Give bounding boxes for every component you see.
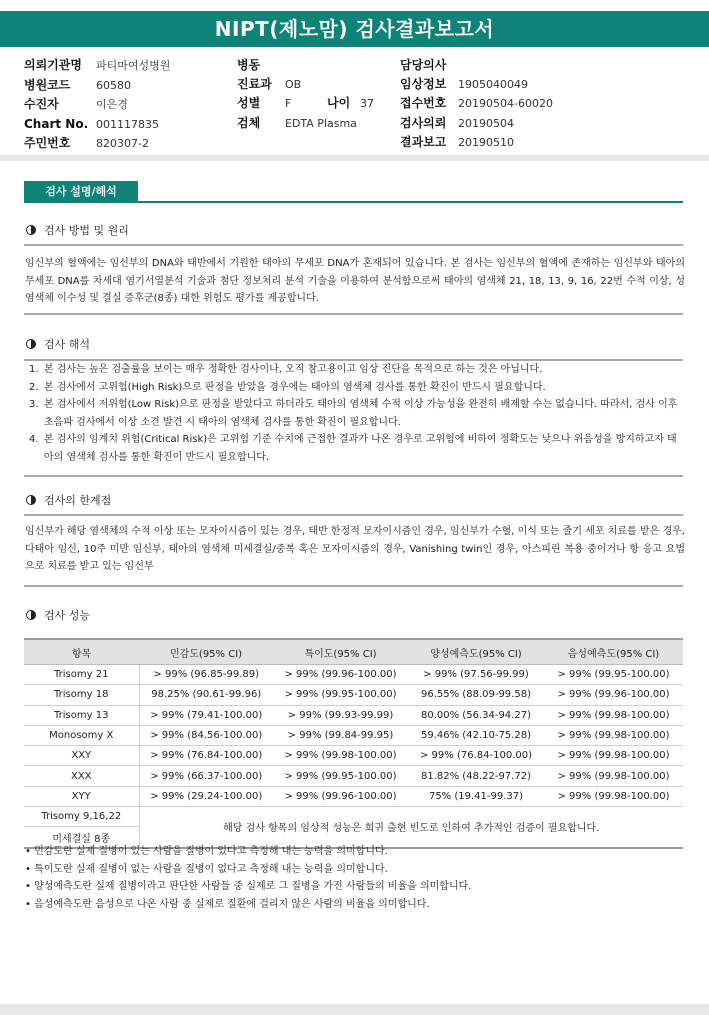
half-circle-icon [26,610,36,620]
info-value: 820307-2 [96,137,149,151]
table-cell: > 99% (99.98-100.00) [544,725,683,745]
info-row-hospital-code [24,76,170,96]
table-cell: XXX [24,766,139,786]
info-label: 결과보고 [400,135,447,150]
table-cell: 80.00% (56.34-94.27) [408,705,544,725]
list-item-text: 본 검사의 임계치 위험(Critical Risk)은 고위험 기준 수치에 근접한 결과가 나온 경우로 고위험에 비하여 정확도는 낮으나 위음성을 방지하고자 태아의 염색체 검사를 통한 확진이 반드시 필요합니다. [44,434,677,463]
table-cell: > 99% (66.37-100.00) [139,766,273,786]
table-cell: > 99% (99.95-100.00) [273,766,408,786]
table-row [24,685,683,705]
table-cell: XYY [24,786,139,806]
note-item: • 음성예측도란 음성으로 나온 사람 중 실제로 질환에 걸리지 않은 사람의 비율을 의미합니다. [25,896,471,914]
patient-info-col1 [24,56,170,154]
table-row [24,786,683,806]
table-header-row [24,639,683,665]
info-label: 임상정보 [400,76,447,91]
info-value-age: 37 [360,97,374,111]
info-row-resident-no [24,134,170,154]
note-item: • 특이도란 실제 질병이 없는 사람을 질병이 없다고 측정해 내는 능력을 의미합니다. [25,861,471,879]
method-heading [26,222,129,238]
method-heading-text: 검사 방법 및 원리 [44,224,129,237]
list-item [29,431,679,466]
column-header: 항목 [24,639,139,665]
table-cell: > 99% (99.95-100.00) [273,685,408,705]
interpretation-heading-text: 검사 해석 [44,338,91,351]
table-cell: > 99% (29.24-100.00) [139,786,273,806]
info-row-department [237,75,374,95]
table-cell: 81.82% (48.22-97.72) [408,766,544,786]
divider [24,585,683,587]
half-circle-icon [26,225,36,235]
report-title: NIPT(제노맘) 검사결과보고서 [0,11,709,47]
table-cell: > 99% (99.96-100.00) [273,665,408,685]
definition-notes [25,843,471,913]
table-cell: 75% (19.41-99.37) [408,786,544,806]
column-header: 양성예측도(95% CI) [408,639,544,665]
column-header: 특이도(95% CI) [273,639,408,665]
info-label: 의뢰기관명 [24,58,82,72]
interpretation-heading [26,336,90,352]
table-cell: > 99% (76.84-100.00) [139,746,273,766]
info-label: 진료과 [237,76,272,91]
table-cell-note: 해당 검사 항목의 임상적 성능은 희귀 출현 빈도로 인하여 추가적인 검증이 필요합니다. [139,807,683,848]
patient-info-col2 [237,56,374,133]
list-item [29,361,679,379]
list-item-number: 4. [29,434,39,445]
table-cell: > 99% (99.95-100.00) [544,665,683,685]
list-item-text: 본 검사에서 저위험(Low Risk)으로 판정을 받았다고 하더라도 태아의 염색체 수적 이상 가능성을 완전히 배제할 수는 없습니다. 따라서, 검사 이후 초음파 검사에서 이상 소견 발견 시 태아의 염색체 검사를 통한 확진이 필요합니다. [44,399,678,428]
list-item [29,379,679,397]
info-value: 1905040049 [458,77,528,91]
table-cell: > 99% (99.98-100.00) [544,705,683,725]
table-cell: Trisomy 18 [24,685,139,705]
table-cell: > 99% (97.56-99.99) [408,665,544,685]
column-header: 음성예측도(95% CI) [544,639,683,665]
info-row-patient [24,95,170,115]
info-value: 20190504-60020 [458,97,553,111]
info-row-chart-no [24,115,170,135]
info-label: 검사의뢰 [400,115,447,130]
info-row-ward [237,56,374,75]
column-header: 민감도(95% CI) [139,639,273,665]
info-label: 병동 [237,58,261,72]
info-row-report-date [400,133,553,153]
limitations-heading [26,492,111,508]
info-value: F [285,97,292,111]
half-circle-icon [26,339,36,349]
list-item-text: 본 검사는 높은 검출률을 보이는 매우 정확한 검사이나, 오직 참고용이고 임상 진단을 목적으로 하는 것은 아닙니다. [44,364,543,375]
info-row-specimen [237,114,374,134]
table-cell: > 99% (99.96-100.00) [544,685,683,705]
info-label: 접수번호 [400,96,447,111]
patient-info-col3 [400,56,553,153]
performance-heading [26,607,90,623]
footer-bar [0,1004,709,1015]
divider [24,475,683,477]
list-item-text: 본 검사에서 고위험(High Risk)으로 판정을 받았을 경우에는 태아의 염색체 검사를 통한 확진이 반드시 필요합니다. [44,381,546,393]
info-label: 주민번호 [24,136,71,151]
table-cell: > 99% (76.84-100.00) [408,746,544,766]
table-cell: Trisomy 21 [24,665,139,685]
info-value: OB [285,77,302,91]
table-cell: > 99% (79.41-100.00) [139,705,273,725]
info-row-clinical [400,75,553,95]
info-label: 담당의사 [400,58,447,72]
note-item: • 민감도란 실제 질병이 있는 사람을 질병이 있다고 측정해 내는 능력을 의미합니다. [25,843,471,861]
table-cell: > 99% (99.98-100.00) [273,746,408,766]
info-row-request-date [400,114,553,134]
info-value: 이은경 [96,98,128,112]
info-row-institution [24,56,170,76]
divider [24,244,683,246]
method-text: 임신부의 혈액에는 임신부의 DNA와 태반에서 기원한 태아의 무세포 DNA가 혼재되어 있습니다. 본 검사는 임신부의 혈액에 존재하는 임신부와 태아의 무세포 DNA를 차세대 염기서열분석 기술과 첨단 정보처리 분석 기술을 이용하여 분석함으로써 태아의 염색체 21, 18, 13, 9, 16, 22번 수적 이상, 성염색체 이수성 및 결실 증후군(8종) 대한 위험도 평가를 제공합니다. [25,258,685,304]
info-value: 20190510 [458,136,514,150]
table-row [24,725,683,745]
table-cell: 96.55% (88.09-99.58) [408,685,544,705]
table-cell: XXY [24,746,139,766]
info-label: 수진자 [24,97,59,112]
table-cell: Monosomy X [24,725,139,745]
table-cell: > 99% (99.96-100.00) [273,786,408,806]
info-row-doctor [400,56,553,75]
table-cell: > 99% (99.98-100.00) [544,766,683,786]
table-cell: > 99% (99.98-100.00) [544,786,683,806]
table-cell: > 99% (99.98-100.00) [544,746,683,766]
performance-heading-text: 검사 성능 [44,609,91,622]
limitations-heading-text: 검사의 한계점 [44,494,112,507]
table-cell: 미세결실 8종 [24,827,139,848]
info-value: EDTA Plasma [285,116,357,130]
info-label: Chart No. [24,116,89,131]
table-cell: > 99% (96.85-99.89) [139,665,273,685]
info-value: 파티마여성병원 [96,59,171,72]
info-label-age: 나이 [327,96,351,111]
info-row-sex-age [237,94,374,114]
table-cell: > 99% (99.93-99.99) [273,705,408,725]
info-value: 20190504 [458,116,514,130]
info-label: 검체 [237,115,261,130]
table-cell: > 99% (84.56-100.00) [139,725,273,745]
section-tab: 검사 설명/해석 [24,181,138,202]
table-row-extra [24,807,683,827]
info-label: 병원코드 [24,77,71,92]
divider [24,313,683,315]
table-cell: Trisomy 9,16,22 [24,807,139,827]
list-item [29,396,679,431]
table-cell: 98.25% (90.61-99.96) [139,685,273,705]
note-item: • 양성예측도란 실제 질병이라고 판단한 사람들 중 실제로 그 질병을 가진 사람들의 비율을 의미합니다. [25,878,471,896]
list-item-number: 1. [29,364,39,375]
table-row [24,705,683,725]
limitations-text: 임신부가 해당 염색체의 수적 이상 또는 모자이시즘이 있는 경우, 태반 한정적 모자이시즘인 경우, 임신부가 수혈, 이식 또는 줄기 세포 치료를 받은 경우, 다태아 임신, 10주 미만 임신부, 태아의 염색체 미세결실/중복 혹은 모자이시즘의 경우, Vanishing twin인 경우, 아스피린 복용 중이거나 항 응고 요법으로 치료를 받고 있는 임신부 [25,526,685,572]
table-row [24,665,683,685]
list-item-number: 3. [29,399,39,410]
info-row-receipt [400,94,553,114]
info-value: 60580 [96,78,131,92]
divider [24,514,683,516]
info-label: 성별 [237,96,261,111]
table-row [24,766,683,786]
table-cell: Trisomy 13 [24,705,139,725]
section-underline [24,201,683,203]
table-cell: > 99% (99.84-99.95) [273,725,408,745]
info-divider [0,155,709,161]
list-item-number: 2. [29,381,39,393]
table-row [24,746,683,766]
info-value: 001117835 [96,117,159,131]
table-cell: 59.46% (42.10-75.28) [408,725,544,745]
half-circle-icon [26,495,36,505]
performance-table [24,638,683,849]
interpretation-list [29,361,679,466]
